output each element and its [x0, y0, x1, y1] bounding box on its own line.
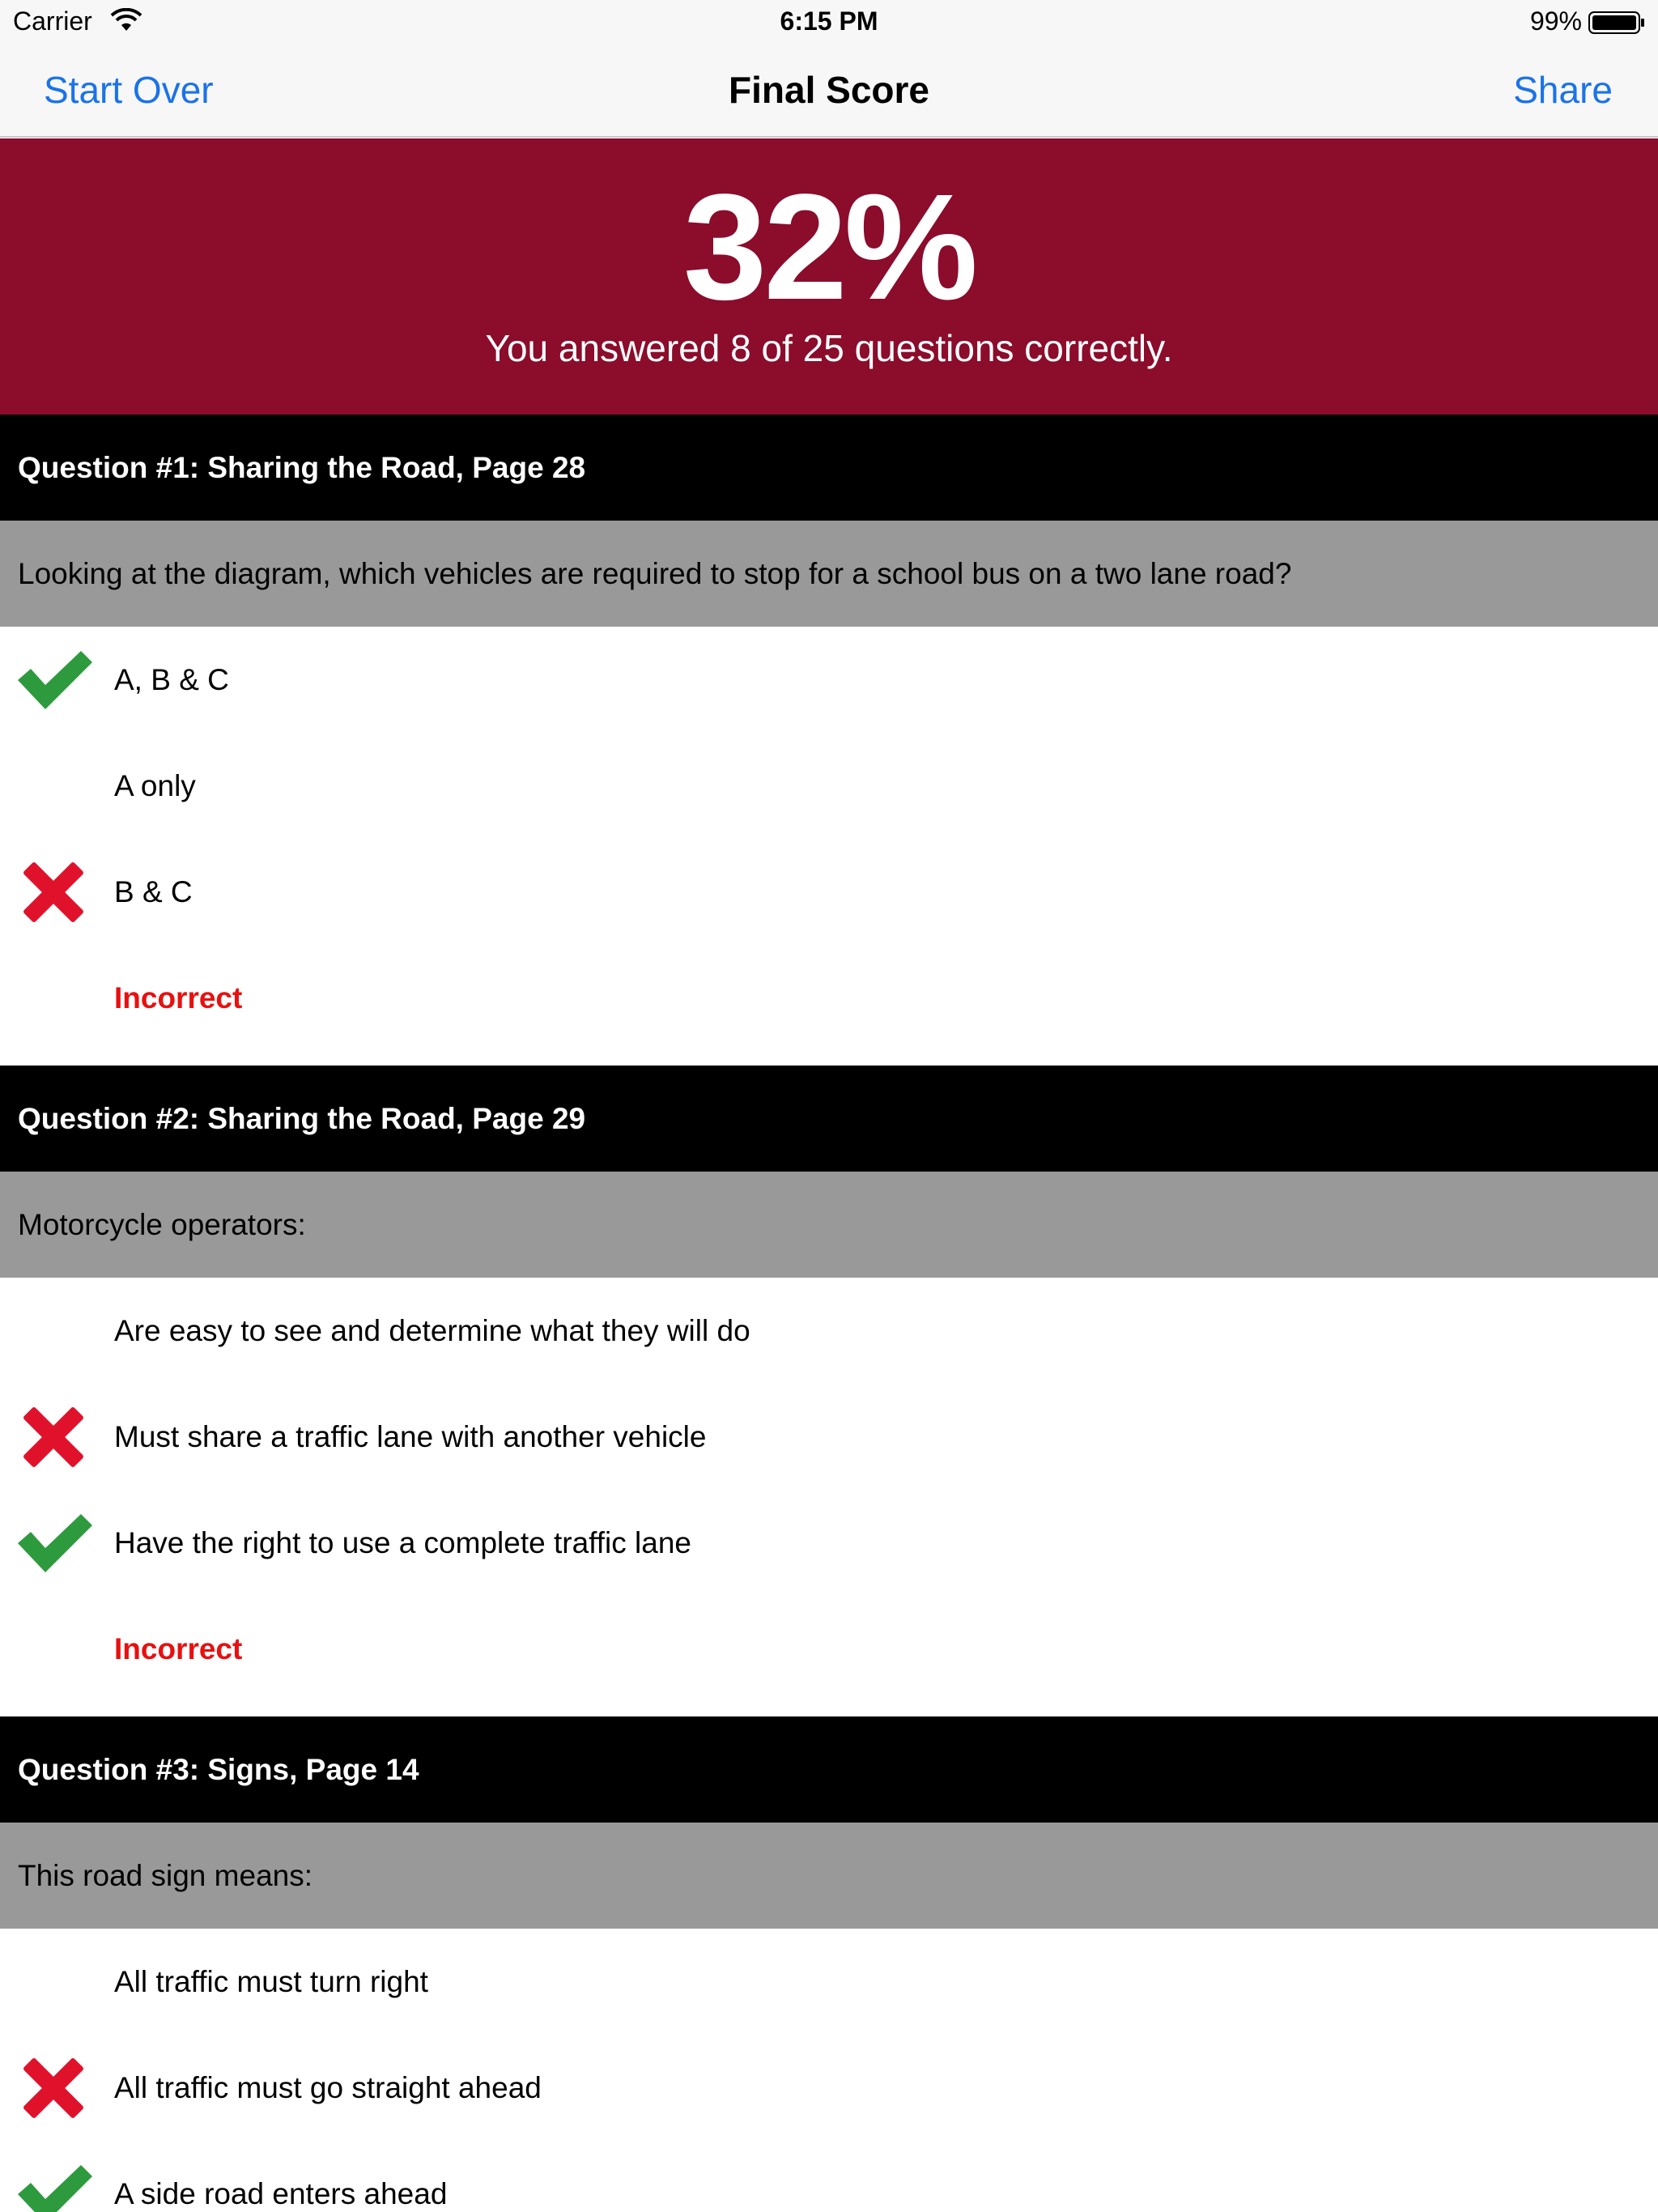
- answer-label: B & C: [114, 875, 193, 908]
- question-header: Question #2: Sharing the Road, Page 29: [0, 1066, 1658, 1172]
- clock: 6:15 PM: [780, 6, 878, 36]
- x-icon: [13, 2056, 94, 2121]
- start-over-button[interactable]: Start Over: [44, 69, 214, 111]
- check-icon: [13, 2162, 94, 2212]
- answer-row: [0, 1929, 1658, 2035]
- section-spacer: [0, 1051, 1658, 1066]
- question-header: Question #1: Sharing the Road, Page 28: [0, 415, 1658, 521]
- answer-row: [0, 627, 1658, 733]
- answer-label: A, B & C: [114, 663, 229, 696]
- share-button[interactable]: Share: [1513, 69, 1613, 111]
- question-section: [0, 415, 1658, 1066]
- answer-row: [0, 1384, 1658, 1490]
- navigation-bar: [0, 44, 1658, 138]
- battery-icon: [1588, 11, 1645, 34]
- question-header: Question #3: Signs, Page 14: [0, 1716, 1658, 1823]
- carrier-label: Carrier: [13, 6, 92, 36]
- answer-row: [0, 2141, 1658, 2212]
- x-icon: [13, 860, 94, 925]
- questions-list[interactable]: [0, 415, 1658, 2212]
- result-label: Incorrect: [114, 1632, 243, 1665]
- answer-row: [0, 1278, 1658, 1384]
- question-text: This road sign means:: [0, 1823, 1658, 1929]
- check-icon: [13, 648, 94, 713]
- answer-label: A side road enters ahead: [114, 2177, 448, 2210]
- question-text: Looking at the diagram, which vehicles are required to stop for a school bus on a two lane road?: [0, 521, 1658, 627]
- answer-label: Have the right to use a complete traffic lane: [114, 1526, 691, 1559]
- answer-row: [0, 1490, 1658, 1596]
- section-spacer: [0, 1702, 1658, 1716]
- answer-row: [0, 733, 1658, 839]
- status-bar: [0, 0, 1658, 44]
- answer-label: A only: [114, 769, 196, 802]
- answer-label: All traffic must turn right: [114, 1965, 428, 1998]
- page-title: Final Score: [729, 69, 929, 111]
- score-banner: [0, 138, 1658, 415]
- answer-row: [0, 2035, 1658, 2141]
- x-icon: [13, 1405, 94, 1470]
- score-percentage: 32%: [682, 164, 976, 331]
- answer-label: Must share a traffic lane with another vehicle: [114, 1420, 707, 1453]
- question-text: Motorcycle operators:: [0, 1172, 1658, 1278]
- question-section: [0, 1716, 1658, 2212]
- battery-percentage: 99%: [1529, 6, 1582, 36]
- answer-label: All traffic must go straight ahead: [114, 2071, 542, 2104]
- check-icon: [13, 1511, 94, 1576]
- score-summary: You answered 8 of 25 questions correctly.: [485, 327, 1173, 369]
- question-section: [0, 1066, 1658, 1716]
- result-label: Incorrect: [114, 981, 243, 1015]
- answer-row: [0, 839, 1658, 945]
- answer-label: Are easy to see and determine what they will do: [114, 1314, 750, 1347]
